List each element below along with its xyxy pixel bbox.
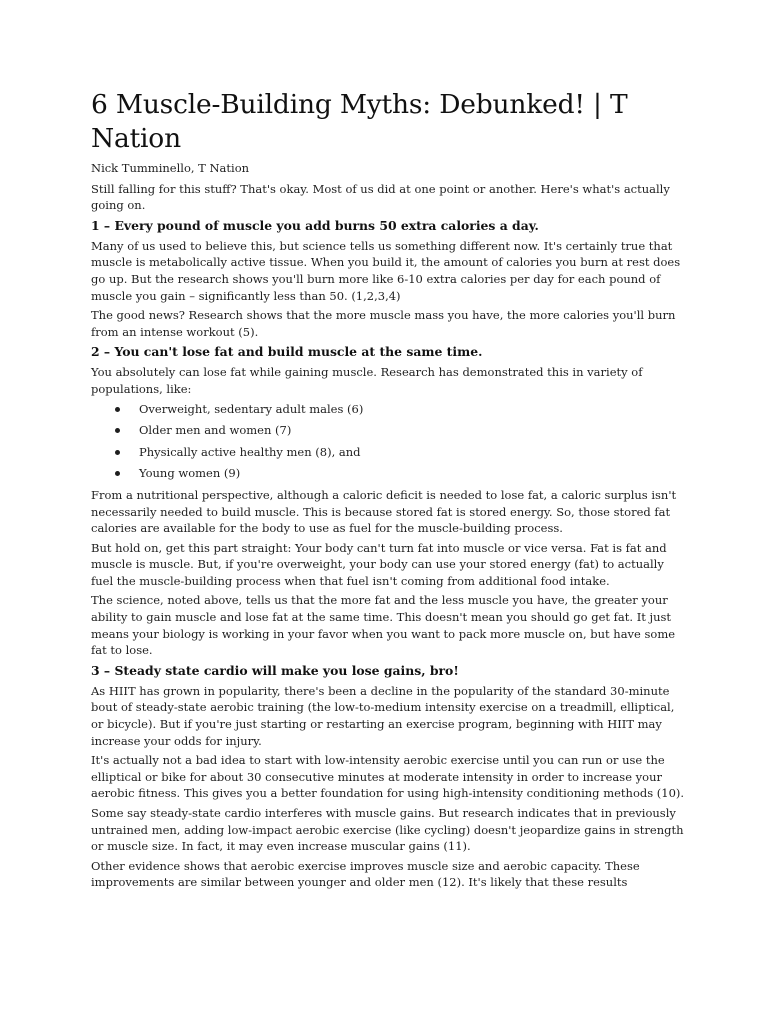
list-item-text: Young women (9) (139, 466, 241, 481)
bullet-icon (115, 407, 120, 412)
paragraph: The science, noted above, tells us that the more fat and the less muscle you have, the greater your ability to gain muscle and lose fat at the same time. This doesn't mean you should go get fat. It just means your biology is working in your favor when you want to pack more muscle on, but have some fat to lose. (91, 593, 676, 658)
list-item (115, 422, 685, 439)
intro-paragraph: Still falling for this stuff? That's okay. Most of us did at one point or another. Here's what's actually going on. (91, 181, 670, 213)
list-item-text: Older men and women (7) (139, 423, 292, 438)
paragraph: You absolutely can lose fat while gaining muscle. Research has demonstrated this in variety of populations, like: (91, 365, 643, 396)
paragraph: As HIIT has grown in popularity, there's been a decline in the popularity of the standard 30-minute bout of steady-state aerobic training (the low-to-medium intensity exercise on a treadmill, elliptical, or bicycle). But if you're just starting or restarting an exercise program, beginning with HIIT may increase your odds for injury. (91, 683, 675, 748)
section-heading: 1 – Every pound of muscle you add burns 50 extra calories a day. (91, 217, 539, 233)
paragraph: It's actually not a bad idea to start with low-intensity aerobic exercise until you can run or use the elliptical or bike for about 30 consecutive minutes at moderate intensity in order to increase your aerobic fitness. This gives you a better foundation for using high-intensity conditioning methods (10). (91, 753, 685, 801)
paragraph: Many of us used to believe this, but science tells us something different now. It's certainly true that muscle is metabolically active tissue. When you build it, the amount of calories you burn at rest does go up. But the research shows you'll burn more like 6-10 extra calories per day for each pound of muscle you gain – significantly less than 50. (1,2,3,4) (91, 238, 681, 303)
page-title: 6 Muscle-Building Myths: Debunked! | T Nation (91, 89, 628, 154)
bullet-list (91, 401, 685, 482)
paragraph: Other evidence shows that aerobic exercise improves muscle size and aerobic capacity. These improvements are similar between younger and older men (12). It's likely that these results (91, 858, 640, 890)
document-page (91, 88, 685, 894)
list-item (115, 401, 685, 418)
list-item-text: Physically active healthy men (8), and (139, 444, 361, 459)
list-item-text: Overweight, sedentary adult males (6) (139, 401, 364, 416)
paragraph: Some say steady-state cardio interferes with muscle gains. But research indicates that in previously untrained men, adding low-impact aerobic exercise (like cycling) doesn't jeopardize gains in strength or muscle size. In fact, it may even increase muscular gains (11). (91, 806, 684, 854)
bullet-icon (115, 471, 120, 476)
paragraph: But hold on, get this part straight: Your body can't turn fat into muscle or vice versa. Fat is fat and muscle is muscle. But, if you're overweight, your body can use your stored energy (fat) to actually fuel the muscle-building process when that fuel isn't coming from additional food intake. (91, 540, 667, 588)
list-item (115, 444, 685, 461)
paragraph: The good news? Research shows that the more muscle mass you have, the more calories you'll burn from an intense workout (5). (91, 308, 676, 339)
bullet-icon (115, 428, 120, 433)
paragraph: From a nutritional perspective, although a caloric deficit is needed to lose fat, a caloric surplus isn't necessarily needed to build muscle. This is because stored fat is stored energy. So, those stored fat calories are available for the body to use as fuel for the muscle-building process. (91, 487, 677, 536)
section-heading: 3 – Steady state cardio will make you lose gains, bro! (91, 662, 459, 678)
list-item (115, 465, 685, 482)
bullet-icon (115, 450, 120, 455)
section-heading: 2 – You can't lose fat and build muscle at the same time. (91, 344, 483, 360)
byline: Nick Tumminello, T Nation (91, 161, 250, 175)
